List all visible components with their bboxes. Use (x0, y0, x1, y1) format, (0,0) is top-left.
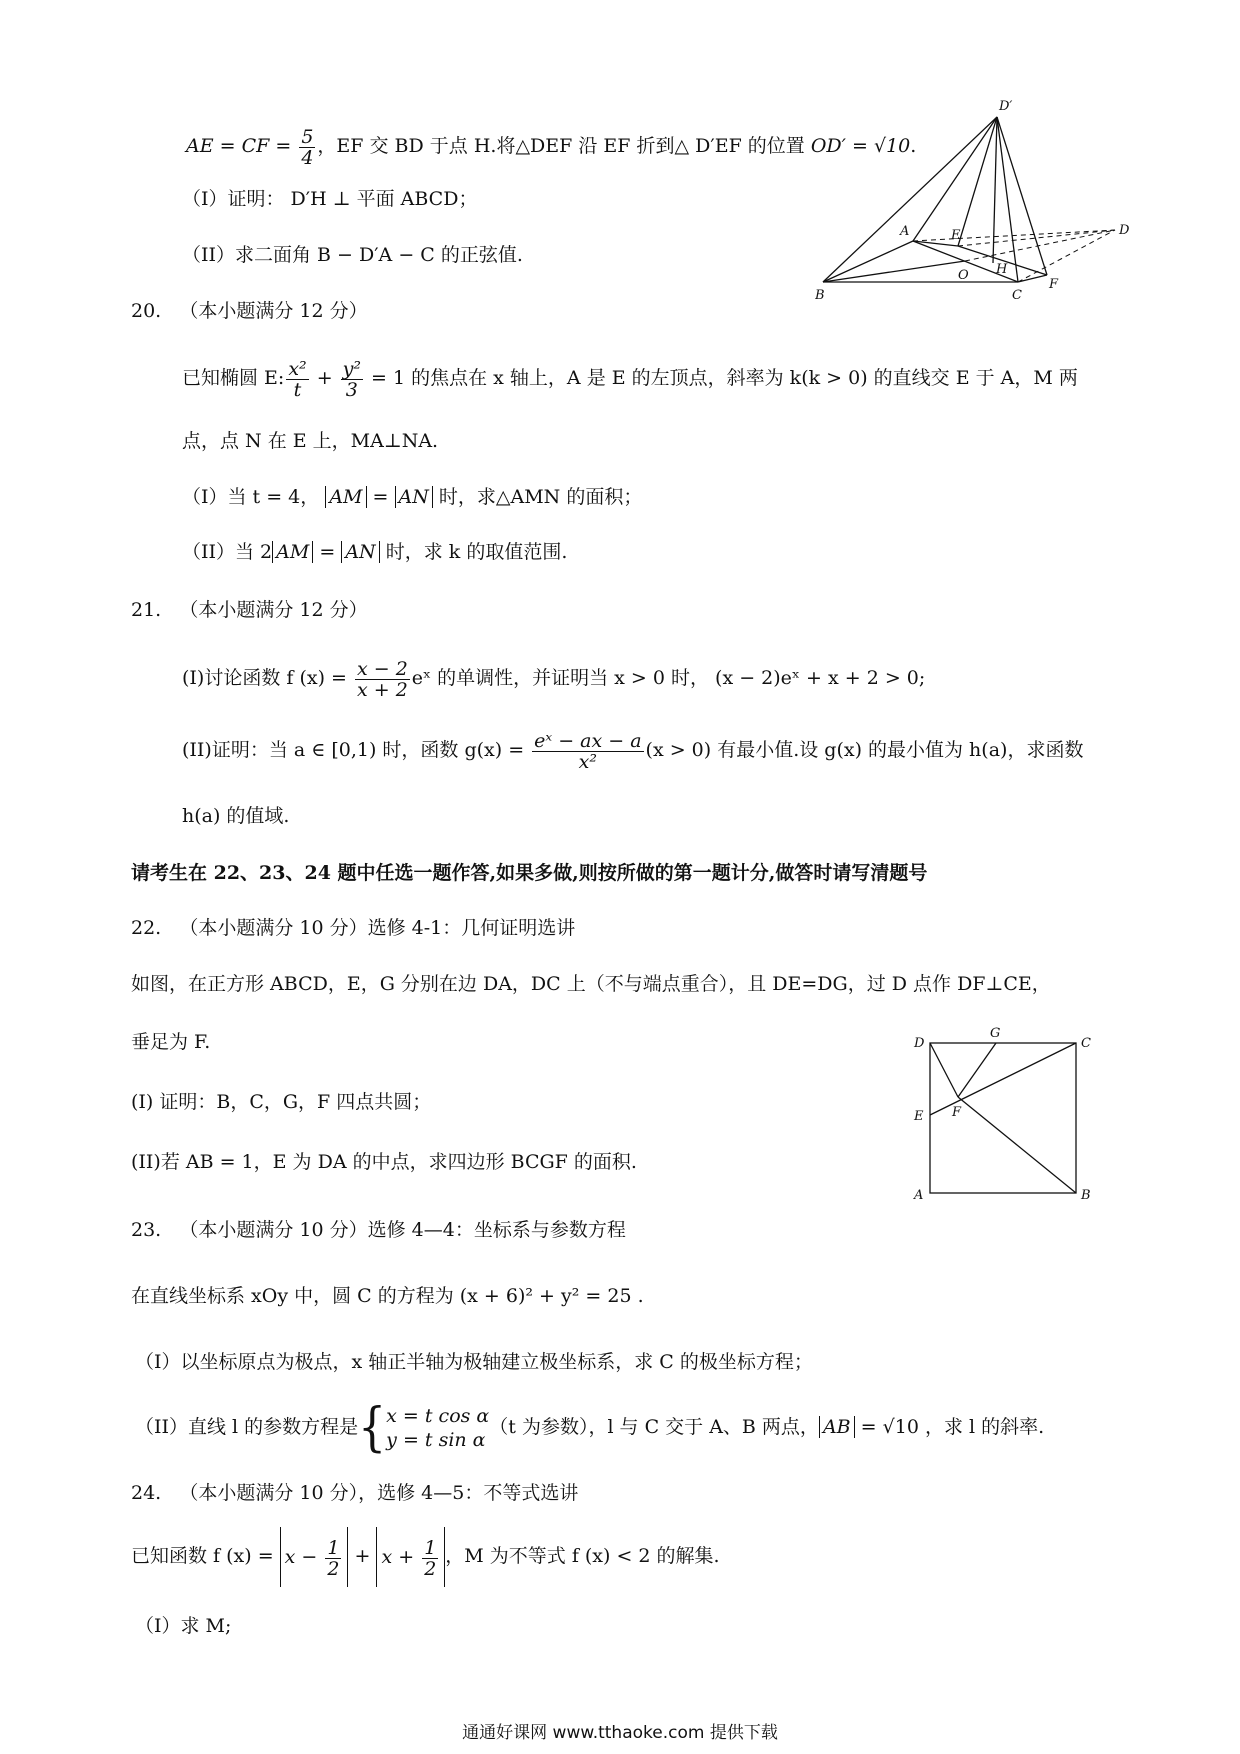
q21-p1-a: (I)讨论函数 f (x) = (182, 667, 353, 689)
q22-square-figure (900, 1025, 1100, 1205)
q19-given-text: EF 交 BD 于点 H.将△DEF 沿 EF 折到△ D′EF 的位置 (336, 135, 811, 157)
q24-part1: （I）求 M; (135, 1615, 232, 1637)
edge-c-f (1018, 275, 1047, 282)
label-a: A (914, 1188, 924, 1203)
q24-points: （本小题满分 10 分），选修 4—5：不等式选讲 (179, 1482, 579, 1504)
dash-a-d (913, 230, 1115, 241)
line-f-b (958, 1097, 1076, 1193)
q22-part1: (I) 证明：B，C，G，F 四点共圆； (131, 1091, 432, 1113)
q19-od-value: OD′ = √10 (810, 135, 911, 157)
q19-ae-cf-lhs: AE = CF = (186, 135, 298, 157)
label-d: D (914, 1036, 925, 1051)
q20-x-den: t (293, 378, 302, 401)
q20-text-b: = 1 的焦点在 x 轴上，A 是 E 的左顶点，斜率为 k(k > 0) 的直线交 E 于 A，M 两 (365, 367, 1078, 389)
q23-sys-1: x = t cos α (386, 1405, 490, 1427)
q20-part2 (182, 539, 567, 565)
label-c: C (1081, 1036, 1091, 1051)
q23-number: 23. (131, 1219, 162, 1241)
q22-text-line2: 垂足为 F. (131, 1031, 211, 1053)
q19-fraction (299, 127, 315, 168)
q22-part2: (II)若 AB = 1，E 为 DA 的中点，求四边形 BCGF 的面积. (131, 1151, 637, 1173)
q23-system (386, 1404, 489, 1452)
label-c: C (1012, 288, 1022, 303)
q20-points: （本小题满分 12 分） (179, 300, 368, 322)
q23-part2-b: （t 为参数），l 与 C 交于 A、B 两点， (489, 1416, 819, 1438)
q21-p1-den: x + 2 (356, 678, 408, 701)
q23-part2 (135, 1398, 1044, 1456)
q24-abs2-a: x + (381, 1546, 421, 1568)
q19-given-end: . (910, 135, 917, 157)
q21-part2 (182, 720, 1083, 780)
q21-p2-den: x² (578, 750, 598, 773)
line-g-f (958, 1043, 996, 1097)
q20-part1-am: AM (325, 486, 366, 508)
q21-points: （本小题满分 12 分） (179, 599, 368, 621)
dash-b-d (965, 230, 1115, 261)
q19-frac-den: 4 (301, 146, 314, 169)
q20-header (131, 298, 368, 324)
q23-part1: （I）以坐标原点为极点，x 轴正半轴为极轴建立极坐标系，求 C 的极坐标方程； (135, 1351, 813, 1373)
q21-p2-frac (532, 731, 643, 772)
edge-dprime-c (997, 117, 1018, 282)
q20-part2-am: AM (272, 541, 313, 563)
q21-part1 (182, 648, 925, 708)
label-e: E (914, 1109, 924, 1124)
q24-text-b: ，M 为不等式 f (x) < 2 的解集. (445, 1545, 720, 1567)
q23-part2-ab: AB (819, 1416, 855, 1438)
q19-part1: （I）证明： D′H ⊥ 平面 ABCD； (182, 188, 478, 210)
q21-p1-num: x − 2 (356, 657, 408, 680)
q20-part1-a: （I）当 t = 4， (182, 486, 326, 508)
q19-frac-num: 5 (301, 125, 314, 148)
label-o: O (958, 268, 969, 283)
label-h: H (996, 262, 1008, 277)
q24-abs1-a: x − (284, 1546, 324, 1568)
q21-part2-cont: h(a) 的值域. (182, 805, 290, 827)
q20-y-num: y² (342, 357, 362, 380)
q19-pyramid-figure (815, 95, 1145, 310)
edge-b-o (823, 261, 965, 282)
q24-header (131, 1480, 578, 1506)
q20-part2-b: 时，求 k 的取值范围. (379, 541, 568, 563)
q20-number: 20. (131, 300, 162, 322)
label-g: G (990, 1026, 1001, 1041)
q24-number: 24. (131, 1482, 162, 1504)
label-b: B (1081, 1188, 1091, 1203)
q24-abs1-frac (325, 1538, 341, 1579)
q24-abs1-num: 1 (327, 1536, 340, 1559)
q21-p2-a: (II)证明：当 a ∈ [0,1) 时，函数 g(x) = (182, 739, 531, 761)
q24-abs1-den: 2 (327, 1557, 340, 1580)
q23-text: 在直线坐标系 xOy 中，圆 C 的方程为 (x + 6)² + y² = 25 . (131, 1285, 644, 1307)
q22-header (131, 915, 575, 941)
choose-note: 请考生在 22、23、24 题中任选一题作答,如果多做,则按所做的第一题计分,做答时请写清题号 (131, 862, 928, 884)
q19-part2: （II）求二面角 B − D′A − C 的正弦值. (182, 244, 523, 266)
q22-points: （本小题满分 10 分）选修 4-1：几何证明选讲 (179, 917, 576, 939)
q20-y-frac (341, 359, 363, 400)
q24-text-a: 已知函数 f (x) = (131, 1545, 280, 1567)
label-dprime: D′ (999, 99, 1013, 114)
edge-dprime-a (913, 117, 997, 241)
q21-p1-frac (355, 659, 410, 700)
q23-sys-2: y = t sin α (386, 1429, 486, 1451)
edge-dprime-h (993, 117, 997, 263)
q23-part2-a: （II）直线 l 的参数方程是 (135, 1416, 359, 1438)
q19-comma: ， (317, 135, 337, 157)
q20-text-line1 (182, 348, 1078, 408)
label-d: D (1119, 223, 1130, 238)
q23-points: （本小题满分 10 分）选修 4—4：坐标系与参数方程 (179, 1219, 626, 1241)
q20-text-a: 已知椭圆 E: (182, 367, 285, 389)
q23-part2-c: = √10 ，求 l 的斜率. (854, 1416, 1045, 1438)
label-e: E (951, 228, 961, 243)
q19-given (186, 116, 916, 176)
q20-part2-a: （II）当 2 (182, 541, 273, 563)
label-a: A (900, 224, 910, 239)
q24-abs-2 (376, 1527, 445, 1587)
q20-part2-an: AN (341, 541, 379, 563)
q24-plus: + (348, 1545, 377, 1567)
label-f: F (1049, 277, 1059, 292)
edge-dprime-f (997, 117, 1047, 275)
dash-c-d (1018, 230, 1115, 282)
q20-plus: + (310, 367, 339, 389)
q20-x-num: x² (288, 357, 307, 380)
q23-system-brace: { (358, 1396, 387, 1458)
q20-part1 (182, 484, 642, 510)
q20-part1-an: AN (395, 486, 433, 508)
q21-number: 21. (131, 599, 162, 621)
q20-part1-b: 时，求△AMN 的面积； (432, 486, 643, 508)
q24-text (131, 1526, 720, 1587)
q21-p2-b: (x > 0) 有最小值.设 g(x) 的最小值为 h(a)，求函数 (645, 739, 1084, 761)
q23-header (131, 1217, 626, 1243)
q20-part1-eq: = (366, 486, 395, 508)
q24-abs2-num: 1 (424, 1536, 437, 1559)
q24-abs-1 (280, 1527, 349, 1587)
q21-header (131, 597, 368, 623)
label-f: F (952, 1105, 962, 1120)
q21-p1-b: eˣ 的单调性，并证明当 x > 0 时， (x − 2)eˣ + x + 2 > 0; (411, 667, 926, 689)
edge-dprime-b (823, 117, 997, 282)
q20-x-frac (286, 359, 308, 400)
q22-number: 22. (131, 917, 162, 939)
q24-abs2-frac (422, 1538, 438, 1579)
q20-y-den: 3 (345, 378, 358, 401)
footer-source: 通通好课网 www.tthaoke.com 提供下载 (462, 1723, 778, 1743)
line-d-f (930, 1043, 958, 1097)
label-b: B (815, 288, 825, 303)
q20-text-line2: 点，点 N 在 E 上，MA⊥NA. (182, 430, 439, 452)
q24-abs2-den: 2 (424, 1557, 437, 1580)
q22-text-line1: 如图，在正方形 ABCD，E，G 分别在边 DA，DC 上（不与端点重合），且 DE=DG，过 D 点作 DF⊥CE， (131, 973, 1051, 995)
q20-part2-eq: = (313, 541, 342, 563)
q21-p2-num: eˣ − ax − a (534, 729, 642, 752)
